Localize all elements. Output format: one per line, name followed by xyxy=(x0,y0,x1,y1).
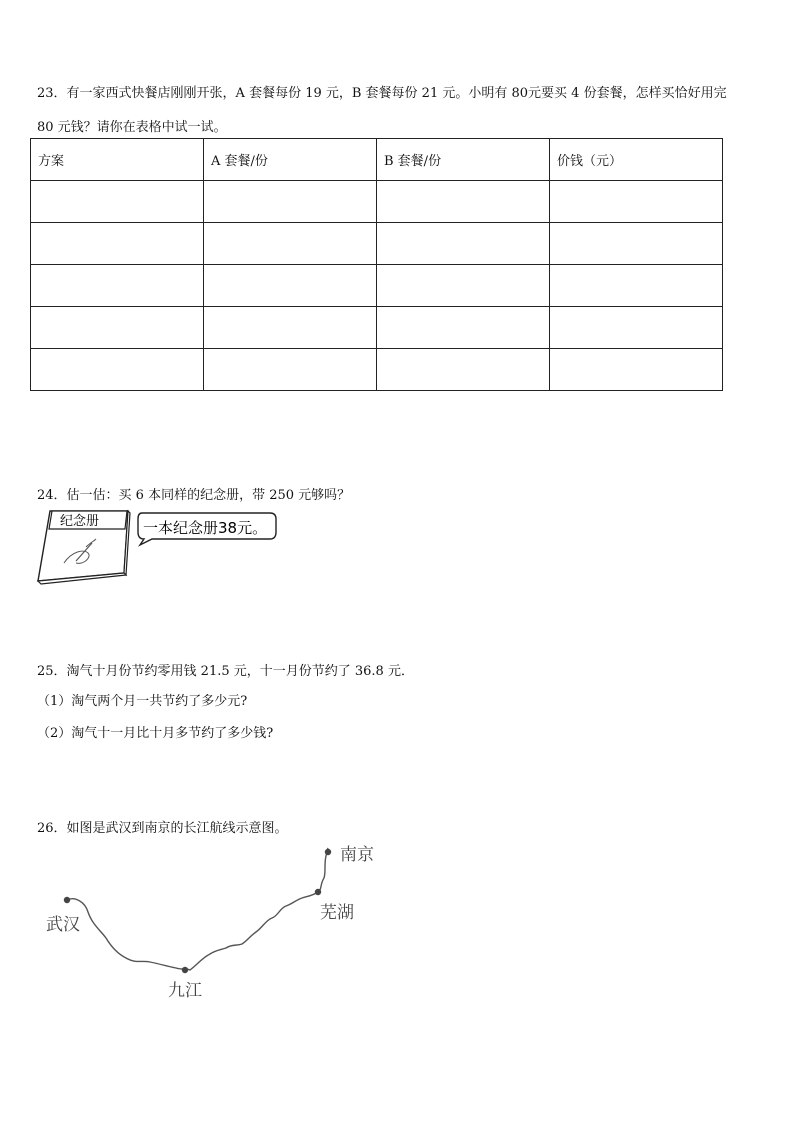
q23-text-line1: 23．有一家西式快餐店刚刚开张，A 套餐每份 19 元，B 套餐每份 21 元。小明有 80元要买 4 份套餐，怎样买恰好用完 xyxy=(37,86,727,101)
table-header-cell: B 套餐/份 xyxy=(377,139,550,181)
table-cell xyxy=(377,307,550,349)
q23-table xyxy=(30,138,723,391)
table-cell xyxy=(31,307,204,349)
q24-illustration xyxy=(34,505,279,587)
table-cell xyxy=(550,349,723,391)
table-cell xyxy=(377,349,550,391)
table-header-row xyxy=(31,139,723,181)
q26-text: 26．如图是武汉到南京的长江航线示意图。 xyxy=(37,821,288,836)
table-row xyxy=(31,307,723,349)
table-header-cell: A 套餐/份 xyxy=(204,139,377,181)
city-label-wuhu: 芜湖 xyxy=(320,903,354,923)
table-cell xyxy=(204,223,377,265)
table-cell xyxy=(550,265,723,307)
table-cell xyxy=(204,349,377,391)
table-cell xyxy=(550,181,723,223)
table-row xyxy=(31,181,723,223)
city-label-jiujiang: 九江 xyxy=(168,981,202,1001)
table-cell xyxy=(204,265,377,307)
table-cell xyxy=(377,181,550,223)
table-row xyxy=(31,223,723,265)
table-row xyxy=(31,349,723,391)
table-cell xyxy=(377,223,550,265)
yangtze-route-line xyxy=(67,848,328,970)
q25-sub1: （1）淘气两个月一共节约了多少元? xyxy=(37,694,248,709)
table-cell xyxy=(31,181,204,223)
river-map xyxy=(30,838,390,1008)
table-cell xyxy=(550,223,723,265)
table-cell xyxy=(204,181,377,223)
table-cell xyxy=(377,265,550,307)
q24-text: 24．估一估：买 6 本同样的纪念册，带 250 元够吗？ xyxy=(37,488,351,503)
city-label-nanjing: 南京 xyxy=(340,845,374,865)
table-header-cell: 方案 xyxy=(31,139,204,181)
bubble-text: 一本纪念册38元。 xyxy=(143,519,268,537)
table-cell xyxy=(550,307,723,349)
jiujiang-marker xyxy=(182,967,188,973)
table-cell xyxy=(31,349,204,391)
nanjing-marker xyxy=(325,849,331,855)
q25-text: 25．淘气十月份节约零用钱 21.5 元，十一月份节约了 36.8 元． xyxy=(37,664,414,679)
table-cell xyxy=(204,307,377,349)
wuhan-marker xyxy=(64,897,70,903)
book-label: 纪念册 xyxy=(60,514,100,529)
table-cell xyxy=(31,223,204,265)
wuhu-marker xyxy=(315,889,321,895)
table-cell xyxy=(31,265,204,307)
table-header-cell: 价钱（元） xyxy=(550,139,723,181)
q23-text-line2: 80 元钱？请你在表格中试一试。 xyxy=(37,120,227,135)
city-label-wuhan: 武汉 xyxy=(46,915,80,935)
q25-sub2: （2）淘气十一月比十月多节约了多少钱? xyxy=(37,726,274,741)
table-row xyxy=(31,265,723,307)
